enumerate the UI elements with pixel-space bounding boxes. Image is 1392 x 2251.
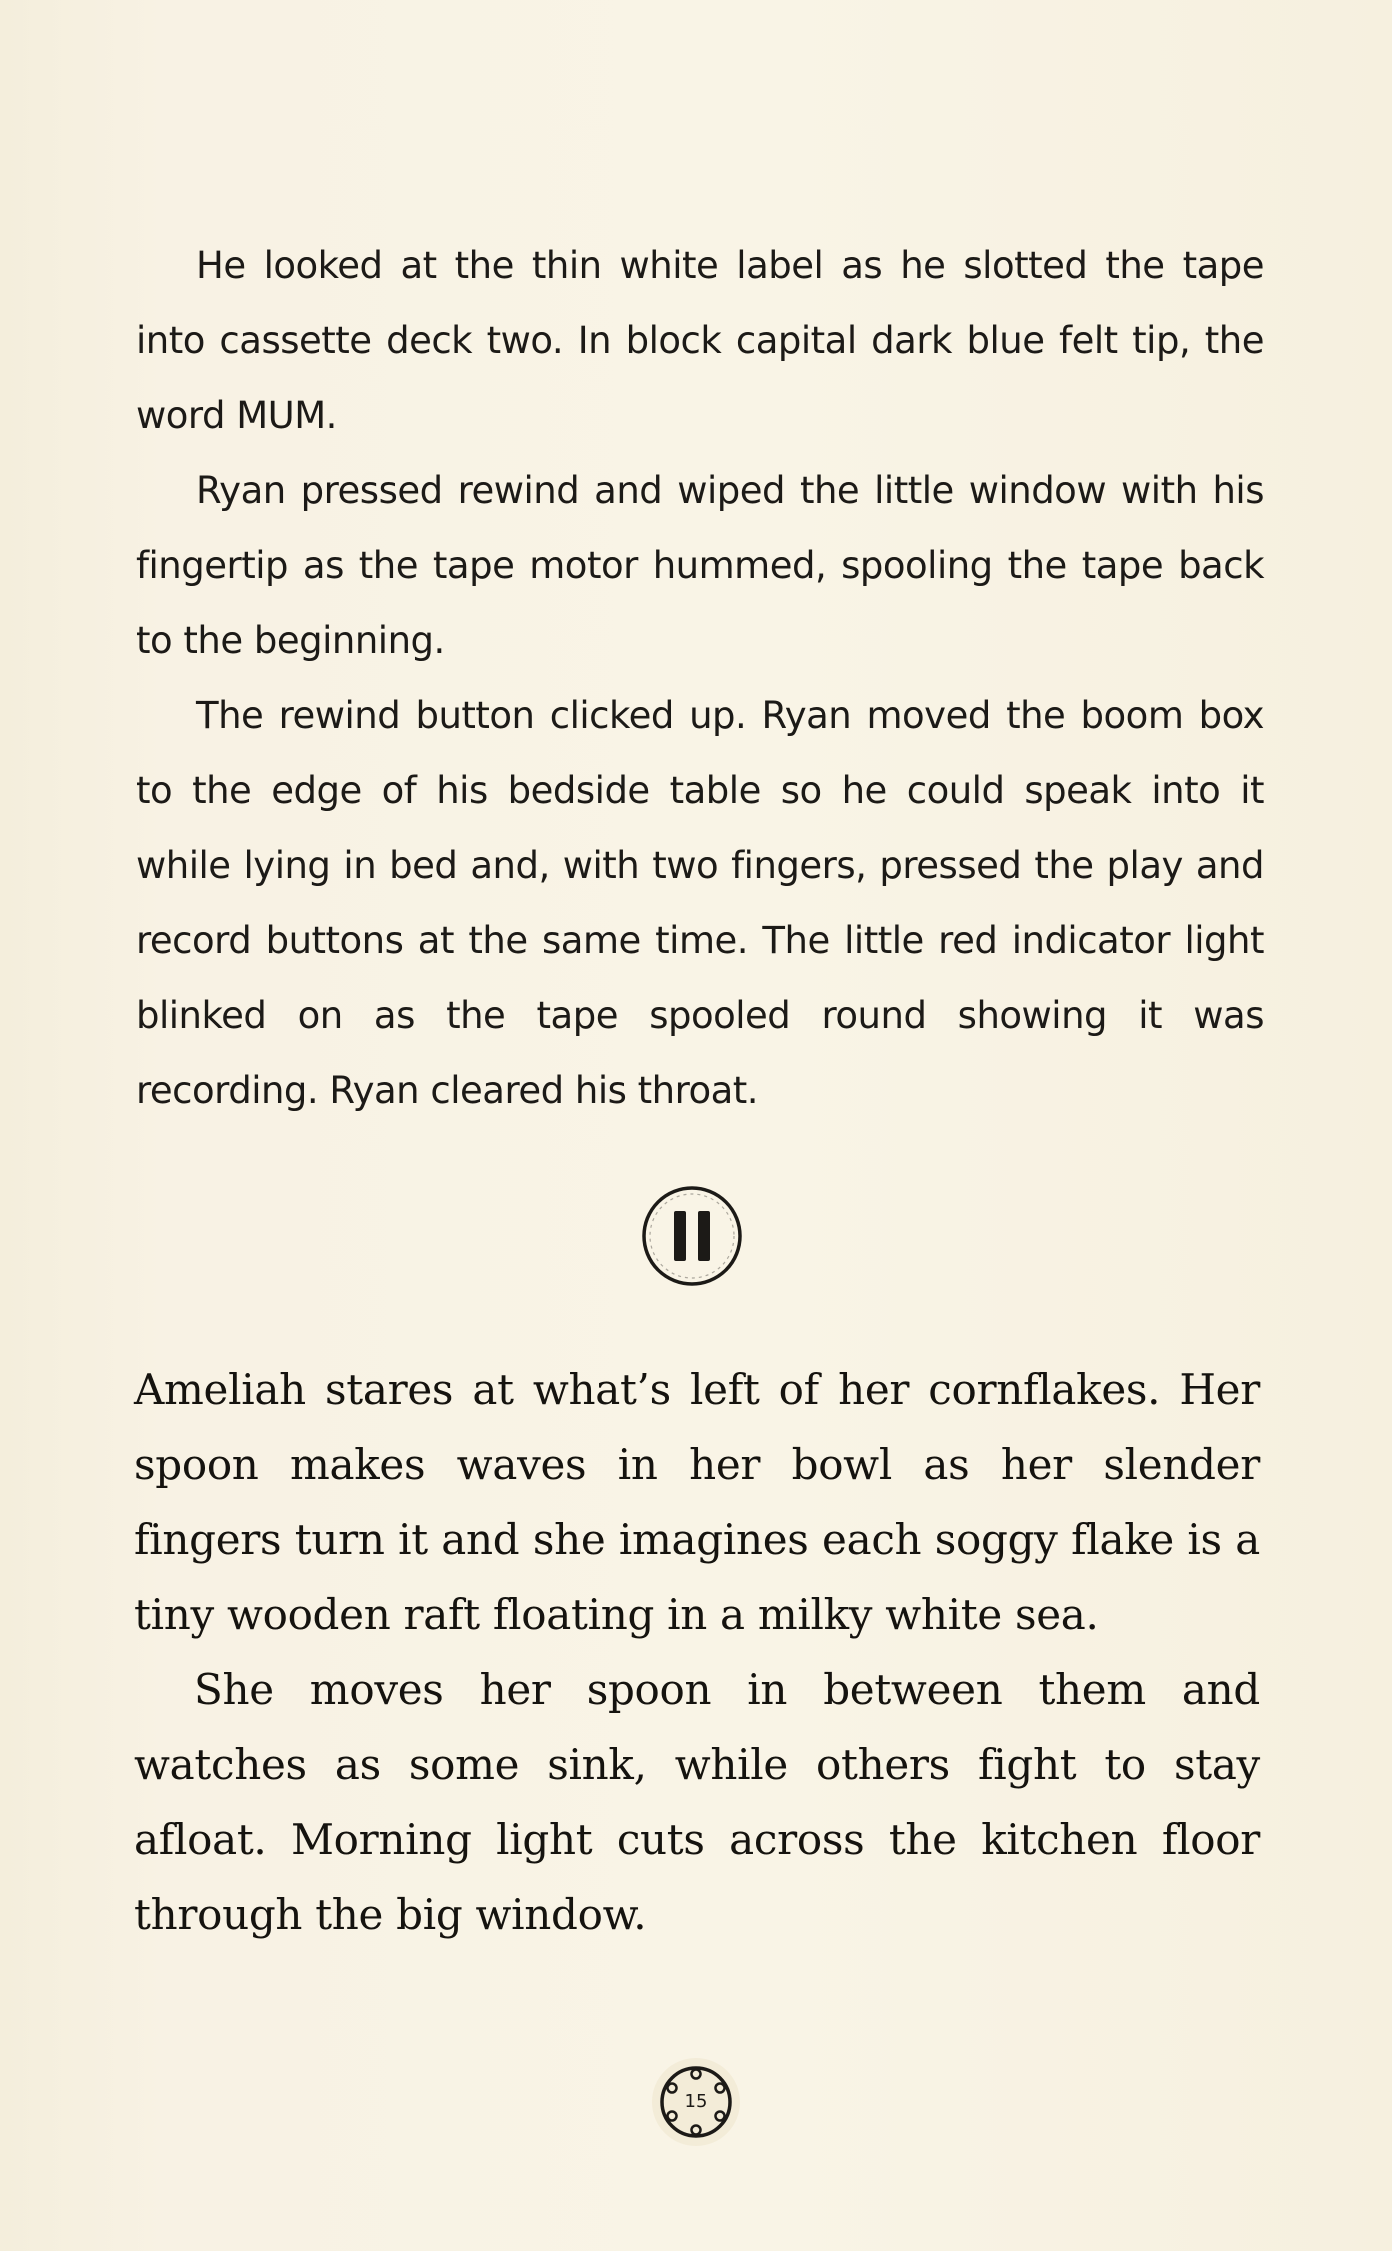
ameliah-section-text	[134, 1352, 1260, 1952]
paragraph: The rewind button clicked up. Ryan moved the boom box to the edge of his bedside table so he could speak into it while lying in bed and, with two fingers, pressed the play and record buttons at the same time. The little red indicator light blinked on as the tape spooled round showing it was recording. Ryan cleared his throat.	[136, 694, 1264, 1112]
page-number-badge	[648, 2054, 744, 2150]
paragraph: Ryan pressed rewind and wiped the little window with his fingertip as the tape motor hummed, spooling the tape back to the beginning.	[136, 469, 1264, 662]
tape-section-text	[136, 228, 1264, 1128]
page-number: 15	[684, 2091, 708, 2112]
paragraph: Ameliah stares at what’s left of her cornflakes. Her spoon makes waves in her bowl as her slender fingers turn it and she imagines each soggy flake is a tiny wooden raft floating in a milky white sea.	[134, 1365, 1260, 1639]
paragraph: He looked at the thin white label as he slotted the tape into cassette deck two. In block capital dark blue felt tip, the word MUM.	[136, 244, 1264, 437]
pause-button-icon	[640, 1184, 744, 1288]
paragraph: She moves her spoon in between them and watches as some sink, while others fight to stay afloat. Morning light cuts across the kitchen floor through the big window.	[134, 1665, 1260, 1939]
